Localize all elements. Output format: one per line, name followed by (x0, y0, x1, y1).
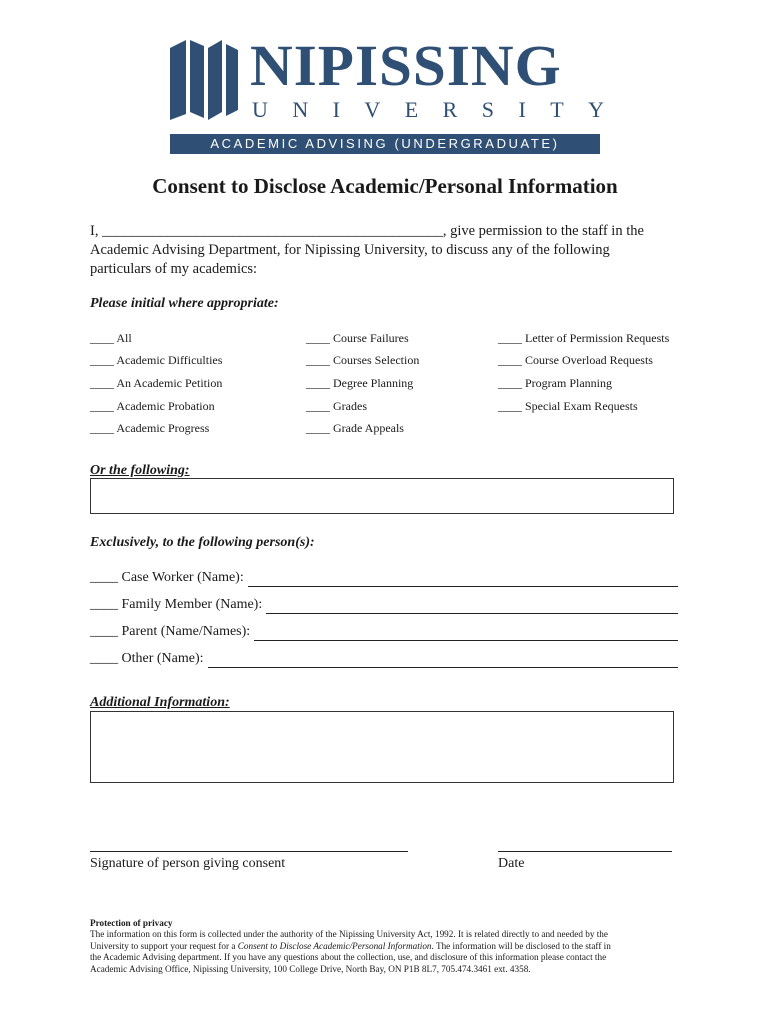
department-banner: ACADEMIC ADVISING (UNDERGRADUATE) (170, 134, 600, 154)
option-all[interactable]: ____ All (90, 331, 132, 345)
option-grade-appeals[interactable]: ____ Grade Appeals (306, 421, 404, 435)
family-member-label: ____ Family Member (Name): (90, 597, 263, 612)
option-degree-planning[interactable]: ____ Degree Planning (306, 376, 414, 390)
option-courses-selection[interactable]: ____ Courses Selection (306, 353, 420, 367)
subtitle-letter: Y (588, 97, 604, 122)
family-member-line[interactable] (266, 599, 678, 614)
option-academic-petition[interactable]: ____ An Academic Petition (90, 376, 223, 390)
initial-heading: Please initial where appropriate: (90, 296, 279, 311)
option-program-planning[interactable]: ____ Program Planning (498, 376, 612, 390)
date-label: Date (498, 856, 525, 871)
subtitle-letter: R (442, 97, 458, 122)
subtitle-letter: U (252, 97, 268, 122)
form-title: Consent to Disclose Academic/Personal Information (152, 174, 618, 198)
parent-line[interactable] (254, 626, 678, 641)
privacy-text: . The information will be disclosed to the staff in (431, 940, 611, 951)
subtitle-letter: T (550, 97, 564, 122)
intro-line: particulars of my academics: (90, 261, 258, 277)
privacy-line: Academic Advising Office, Nipissing University, 100 College Drive, North Bay, ON P1B 8L7, 705.474.3461 ext. 4358. (90, 963, 531, 974)
intro-paragraph (90, 222, 690, 279)
option-grades[interactable]: ____ Grades (306, 399, 367, 413)
option-course-overload[interactable]: ____ Course Overload Requests (498, 353, 653, 367)
subtitle-letter: I (518, 97, 526, 122)
signature-line[interactable] (90, 851, 408, 852)
case-worker-label: ____ Case Worker (Name): (90, 570, 244, 585)
option-course-failures[interactable]: ____ Course Failures (306, 331, 409, 345)
privacy-heading: Protection of privacy (90, 918, 173, 928)
subtitle-letter: I (332, 97, 340, 122)
option-academic-probation[interactable]: ____ Academic Probation (90, 399, 215, 413)
following-heading: Or the following: (90, 463, 190, 478)
university-subtitle (252, 98, 604, 122)
nipissing-logo-icon (166, 36, 240, 122)
parent-label: ____ Parent (Name/Names): (90, 624, 251, 639)
other-particulars-field[interactable] (90, 478, 674, 514)
privacy-notice (90, 918, 680, 975)
university-name: NIPISSING (250, 33, 562, 98)
option-special-exam[interactable]: ____ Special Exam Requests (498, 399, 638, 413)
subtitle-letter: S (481, 97, 495, 122)
privacy-form-name: Consent to Disclose Academic/Personal Information (237, 940, 432, 951)
privacy-line: the Academic Advising department. If you have any questions about the collection, use, and disclosure of this information please contact the (90, 952, 607, 963)
privacy-line: The information on this form is collected under the authority of the Nipissing University Act, 1992. It is related directly to and needed by the (90, 929, 608, 940)
option-academic-difficulties[interactable]: ____ Academic Difficulties (90, 353, 223, 367)
intro-line: Academic Advising Department, for Nipissing University, to discuss any of the following (90, 242, 610, 258)
parent-field[interactable] (90, 623, 678, 641)
date-line[interactable] (498, 851, 672, 852)
subtitle-letter: N (292, 97, 309, 122)
additional-info-field[interactable] (90, 711, 674, 783)
privacy-text: University to support your request for a (90, 940, 238, 951)
option-letter-of-permission[interactable]: ____ Letter of Permission Requests (498, 331, 670, 345)
additional-info-heading: Additional Information: (90, 695, 230, 710)
intro-line: I, _______________________________________________, give permission to the staff in the (90, 223, 644, 239)
other-person-line[interactable] (208, 653, 678, 668)
case-worker-field[interactable] (90, 569, 678, 587)
persons-heading: Exclusively, to the following person(s): (90, 535, 315, 550)
subtitle-letter: E (404, 97, 419, 122)
privacy-line (90, 941, 680, 952)
case-worker-line[interactable] (248, 572, 678, 587)
signature-label: Signature of person giving consent (90, 856, 286, 871)
other-person-label: ____ Other (Name): (90, 651, 204, 666)
family-member-field[interactable] (90, 596, 678, 614)
other-person-field[interactable] (90, 650, 678, 668)
subtitle-letter: V (364, 97, 381, 122)
option-academic-progress[interactable]: ____ Academic Progress (90, 421, 210, 435)
